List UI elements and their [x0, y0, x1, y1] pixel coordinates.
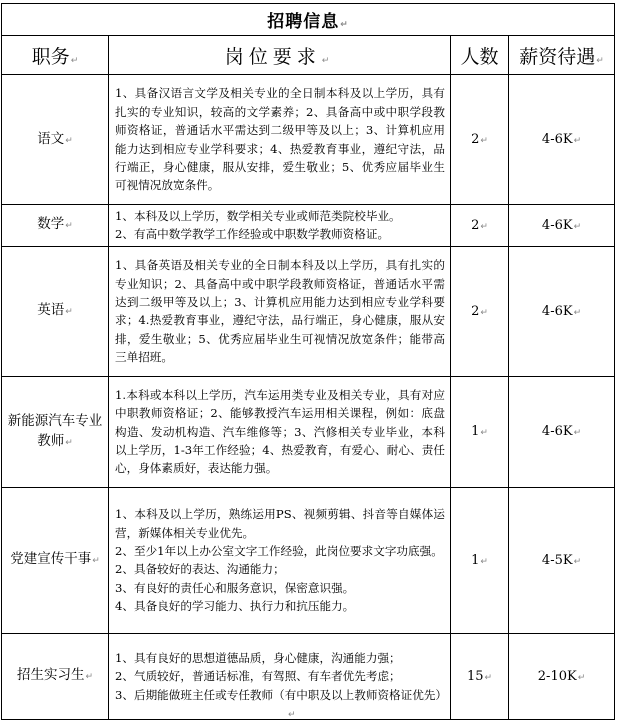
header-row [2, 36, 615, 75]
role-cell: 新能源汽车专业教师↵ [2, 376, 109, 487]
salary-cell: 4-5K↵ [509, 487, 615, 633]
table-row [2, 376, 615, 487]
role-cell: 语文↵ [2, 75, 109, 205]
salary-cell: 4-6K↵ [509, 205, 615, 247]
header-count: 人数 [451, 36, 509, 75]
count-cell: 2↵ [451, 246, 509, 376]
table-row [2, 487, 615, 633]
role-cell: 数学↵ [2, 205, 109, 247]
role-cell: 招生实习生↵ [2, 633, 109, 719]
role-cell: 党建宣传干事↵ [2, 487, 109, 633]
table-row [2, 75, 615, 205]
requirements-cell: 1、具备英语及相关专业的全日制本科及以上学历，具有扎实的专业知识；2、具备高中或中职学段教师资格证，普通话水平需达到二级甲等及以上；3、计算机应用能力达到相应专业学科要求；4.热爱教育事业，遵纪守法，品行端正，身心健康，服从安排，爱生敬业；5、优秀应届毕业生可视情况放宽条件；能带高三单招班。 [109, 246, 451, 376]
table-row [2, 246, 615, 376]
count-cell: 2↵ [451, 75, 509, 205]
count-cell: 15↵ [451, 633, 509, 719]
requirements-cell: 1.本科或本科以上学历，汽车运用类专业及相关专业，具有对应中职教师资格证；2、能够教授汽车运用相关课程，例如：底盘构造、发动机构造、汽车维修等；3、汽修相关专业毕业，本科以上学历，1-3年工作经验；4、热爱教育，有爱心、耐心、责任心，身体素质好，表达能力强。 [109, 376, 451, 487]
requirements-cell: 1、本科及以上学历，熟练运用PS、视频剪辑、抖音等自媒体运营，新媒体相关专业优先。 2、至少1年以上办公室文字工作经验，此岗位要求文字功底强。 2、具备较好的表达、沟通能力； 3、有良好的责任心和服务意识，保密意识强。 4、具备良好的学习能力、执行力和抗压能力。 [109, 487, 451, 633]
table-row [2, 633, 615, 719]
title-row [2, 4, 615, 36]
requirements-cell: 1、具备汉语言文学及相关专业的全日制本科及以上学历，具有扎实的专业知识，较高的文学素养；2、具备高中或中职学段教师资格证，普通话水平需达到二级甲等及以上；3、计算机应用能力达到相应专业学科要求；4、热爱教育事业，遵纪守法，品行端正，身心健康，服从安排，爱生敬业；5、优秀应届毕业生可视情况放宽条件。 [109, 75, 451, 205]
header-requirements: 岗位要求↵ [109, 36, 451, 75]
requirements-cell: 1、具有良好的思想道德品质，身心健康，沟通能力强； 2、气质较好，普通话标准，有驾照、有车者优先考虑； 3、后期能做班主任或专任教师（有中职及以上教师资格证优先） [109, 633, 451, 719]
count-cell: 1↵ [451, 376, 509, 487]
count-cell: 2↵ [451, 205, 509, 247]
paragraph-mark: ↵ [288, 710, 296, 720]
header-role: 职务↵ [2, 36, 109, 75]
table-title: 招聘信息↵ [2, 4, 615, 36]
role-cell: 英语↵ [2, 246, 109, 376]
requirements-cell: 1、本科及以上学历，数学相关专业或师范类院校毕业。 2、有高中数学教学工作经验或中职数学教师资格证。 [109, 205, 451, 247]
salary-cell: 4-6K↵ [509, 75, 615, 205]
salary-cell: 4-6K↵ [509, 376, 615, 487]
salary-cell: 2-10K↵ [509, 633, 615, 719]
header-salary: 薪资待遇↵ [509, 36, 615, 75]
recruitment-table [1, 3, 615, 720]
salary-cell: 4-6K↵ [509, 246, 615, 376]
count-cell: 1↵ [451, 487, 509, 633]
table-row [2, 205, 615, 247]
